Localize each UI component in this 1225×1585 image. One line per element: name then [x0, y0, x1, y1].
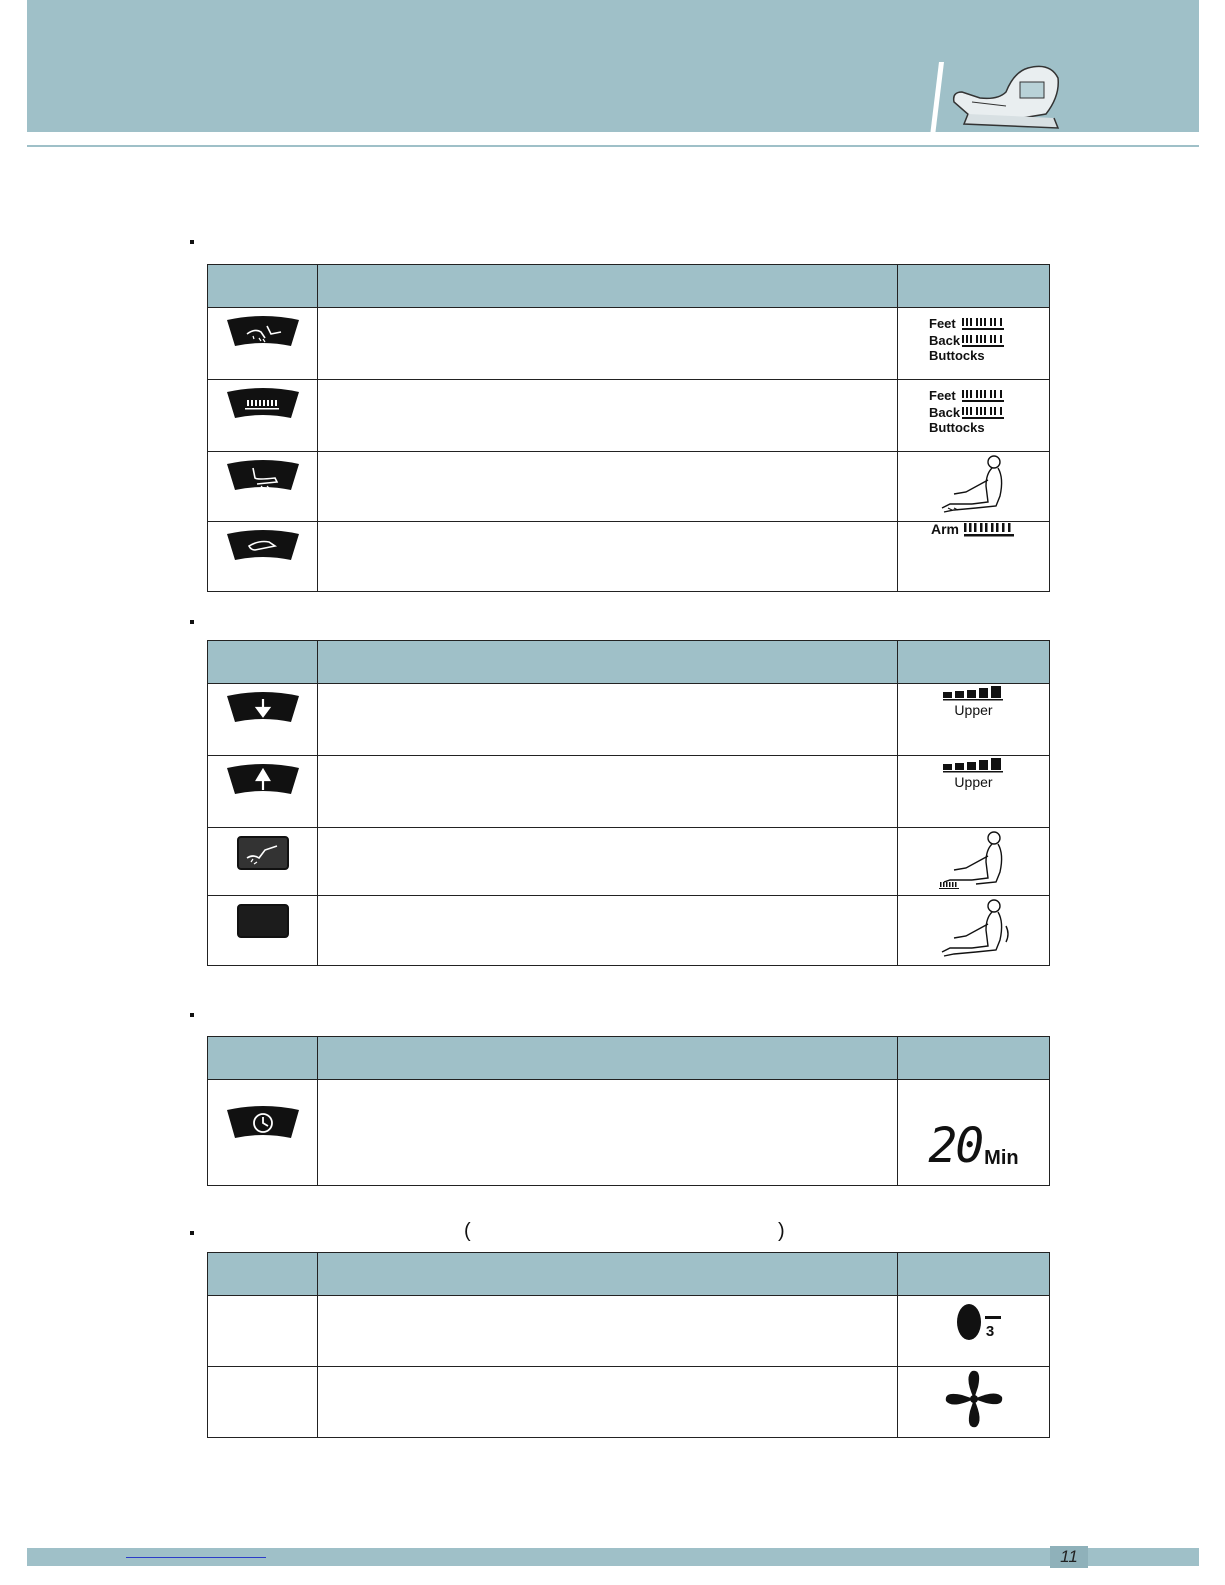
table-header-row: [208, 1037, 1050, 1080]
page-number: 11: [1050, 1546, 1088, 1568]
intensity-level-icon: [941, 684, 1007, 702]
section-bullet: [190, 240, 194, 244]
recline-button-icon[interactable]: [237, 836, 289, 870]
table-row: [208, 1296, 1050, 1367]
level-bar-icon: [964, 523, 1016, 537]
level-bar-icon: [962, 407, 1006, 419]
timer-button-icon[interactable]: [225, 1106, 301, 1140]
display-label-upper: Upper: [954, 774, 993, 790]
down-arrow-button-icon[interactable]: [225, 692, 301, 724]
display-label-buttocks: Buttocks: [929, 348, 985, 363]
header-rule: [27, 145, 1199, 147]
table-row: [208, 380, 1050, 452]
level-bar-icon: [962, 318, 1006, 330]
table-header-row: [208, 1253, 1050, 1296]
full-airbag-button-icon[interactable]: [225, 388, 301, 420]
ion-level-digit: 3: [985, 1322, 995, 1340]
close-parenthesis: ): [778, 1220, 785, 1242]
heat-button-icon[interactable]: [237, 904, 289, 938]
level-bar-icon: [962, 335, 1006, 347]
seated-body-foot-icon: [936, 828, 1012, 890]
table-row: [208, 684, 1050, 756]
open-parenthesis: (: [464, 1220, 471, 1242]
table-section-3: [207, 1036, 1050, 1186]
up-arrow-button-icon[interactable]: [225, 764, 301, 796]
table-row: [208, 452, 1050, 522]
display-label-feet: Feet: [929, 388, 956, 403]
section-bullet: [190, 1013, 194, 1017]
table-section-4: [207, 1252, 1050, 1438]
arm-massage-button-icon[interactable]: [225, 530, 301, 562]
fan-icon: [942, 1367, 1006, 1431]
table-header-row: [208, 641, 1050, 684]
table-section-1: [207, 264, 1050, 592]
table-row: [208, 896, 1050, 966]
massage-chair-logo-icon: [950, 62, 1070, 132]
display-label-upper: Upper: [954, 702, 993, 718]
section-bullet: [190, 620, 194, 624]
header-slash-decoration: [930, 62, 944, 136]
table-row: [208, 828, 1050, 896]
seated-body-leg-icon: [936, 452, 1012, 514]
intensity-level-icon: [941, 756, 1007, 774]
timer-unit: Min: [984, 1147, 1019, 1169]
display-label-feet: Feet: [929, 316, 956, 331]
display-label-arm: Arm: [930, 521, 959, 537]
display-label-back: Back: [929, 405, 961, 420]
table-row: [208, 308, 1050, 380]
level-bar-icon: [962, 390, 1006, 402]
display-label-back: Back: [929, 333, 961, 348]
body-massage-button-icon[interactable]: [225, 316, 301, 348]
section-bullet: [190, 1231, 194, 1235]
leg-massage-button-icon[interactable]: [225, 460, 301, 492]
ion-indicator-icon: [953, 1296, 1003, 1346]
footer-link-underline[interactable]: [126, 1557, 266, 1558]
seated-body-back-icon: [936, 896, 1012, 958]
table-row: [208, 1080, 1050, 1186]
display-label-buttocks: Buttocks: [929, 420, 985, 435]
table-section-2: [207, 640, 1050, 966]
timer-digits: 20: [928, 1118, 983, 1174]
table-row: [208, 1367, 1050, 1438]
table-row: [208, 522, 1050, 592]
table-row: [208, 756, 1050, 828]
table-header-row: [208, 265, 1050, 308]
